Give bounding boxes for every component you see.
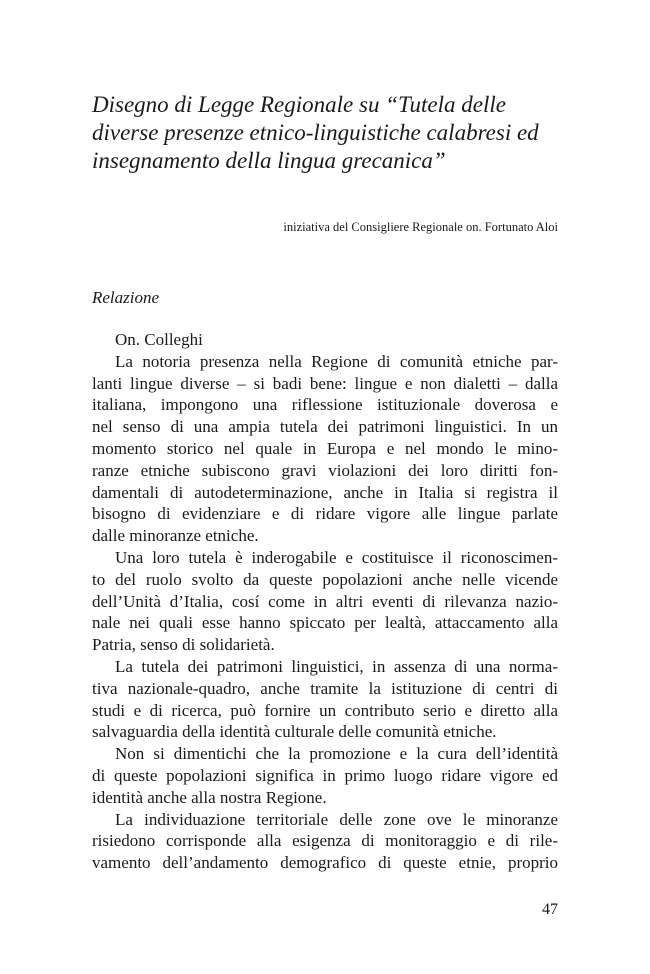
section-heading: Relazione bbox=[92, 288, 160, 307]
document-page bbox=[92, 0, 558, 974]
page-number: 47 bbox=[542, 901, 558, 918]
body-line: Patria, senso di solidarietà. bbox=[92, 635, 275, 655]
body-line: lanti lingue diverse – si badi bene: lingue e non dialetti – dalla bbox=[92, 373, 558, 393]
body-line: vamento dell’andamento demografico di queste etnie, proprio bbox=[92, 853, 558, 873]
body-line: italiana, impongono una riflessione istituzionale doverosa e bbox=[92, 395, 558, 415]
body-text bbox=[92, 329, 558, 874]
body-line: dalle minoranze etniche. bbox=[92, 526, 259, 546]
body-line: La notoria presenza nella Regione di comunità etniche par- bbox=[115, 351, 558, 371]
body-line: ranze etniche subiscono gravi violazioni dei loro diritti fon- bbox=[92, 460, 558, 480]
initiative-credit: iniziativa del Consigliere Regionale on. Fortunato Aloi bbox=[283, 220, 558, 234]
body-line: studi e di ricerca, può fornire un contributo serio e diretto alla bbox=[92, 700, 558, 720]
body-line: La tutela dei patrimoni linguistici, in assenza di una norma- bbox=[115, 656, 558, 676]
body-line: tiva nazionale-quadro, anche tramite la istituzione di centri di bbox=[92, 678, 558, 698]
body-line: bisogno di evidenziare e di ridare vigore alle lingue parlate bbox=[92, 504, 558, 524]
body-line: nale nei quali esse hanno spiccato per lealtà, attaccamento alla bbox=[92, 613, 558, 633]
body-line: momento storico nel quale in Europa e nel mondo le mino- bbox=[92, 438, 558, 458]
body-line: risiedono corrisponde alla esigenza di monitoraggio e di rile- bbox=[92, 831, 558, 851]
body-line: nel senso di una ampia tutela dei patrimoni linguistici. In un bbox=[92, 417, 558, 437]
body-line: identità anche alla nostra Regione. bbox=[92, 787, 327, 807]
title-line: diverse presenze etnico-linguistiche calabresi ed bbox=[92, 120, 539, 145]
body-line: dell’Unità d’Italia, cosí come in altri eventi di rilevanza nazio- bbox=[92, 591, 558, 611]
title-line: insegnamento della lingua grecanica” bbox=[92, 148, 446, 173]
body-line: salvaguardia della identità culturale delle comunità etniche. bbox=[92, 722, 497, 742]
body-line: to del ruolo svolto da queste popolazioni anche nelle vicende bbox=[92, 569, 558, 589]
document-title bbox=[92, 91, 562, 175]
body-line: di queste popolazioni significa in primo luogo ridare vigore ed bbox=[92, 765, 558, 785]
body-line: damentali di autodeterminazione, anche in Italia si registra il bbox=[92, 482, 558, 502]
body-line: La individuazione territoriale delle zone ove le minoranze bbox=[115, 809, 558, 829]
body-line: Una loro tutela è inderogabile e costituisce il riconoscimen- bbox=[115, 547, 558, 567]
body-line: Non si dimentichi che la promozione e la cura dell’identità bbox=[115, 744, 558, 764]
body-line: On. Colleghi bbox=[115, 330, 203, 349]
title-line: Disegno di Legge Regionale su “Tutela delle bbox=[92, 92, 506, 117]
